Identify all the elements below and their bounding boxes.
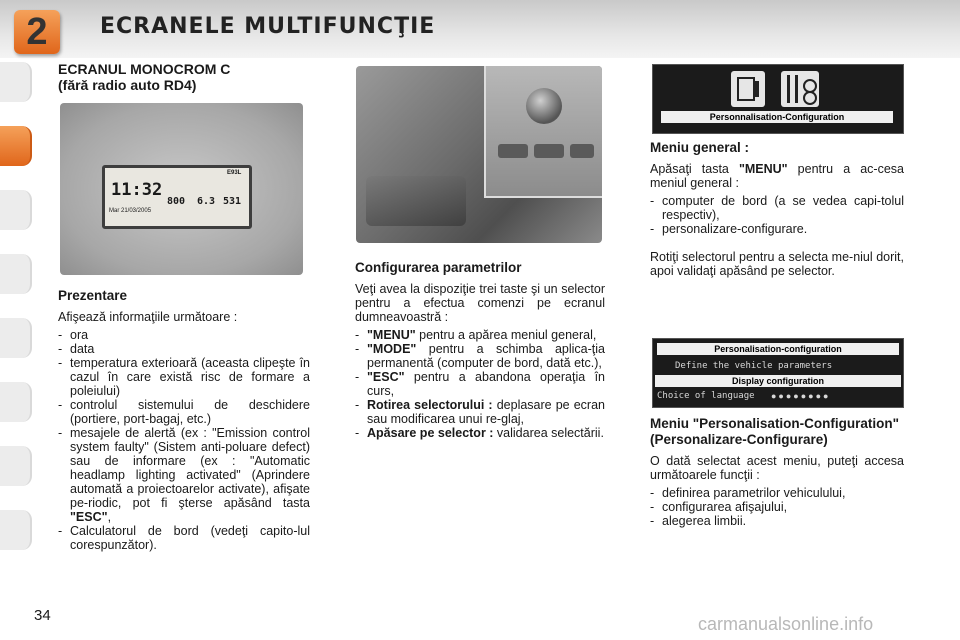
list-item-text: computer de bord (a se vedea capi-tolul respectiv), [662, 194, 904, 222]
screen-date: Mar 21/03/2005 [109, 208, 152, 214]
list-item: - "MENU" pentru a apărea meniul general, [355, 328, 597, 342]
list-item: - data [58, 342, 95, 356]
key-label: "MENU" [367, 328, 416, 342]
list-item: - Apăsare pe selector : validarea selectării. [355, 426, 604, 440]
settings-icon [781, 71, 819, 107]
key-label: "MODE" [367, 342, 417, 356]
title-line: ECRANUL MONOCROM C [58, 61, 231, 77]
screen-reading: 531 [223, 196, 242, 207]
chapter-tabs [0, 62, 32, 582]
menu-option: Choice of language [657, 391, 755, 401]
menu-option: Define the vehicle parameters [675, 361, 833, 371]
zoom-inset [484, 66, 602, 198]
column-configuration [355, 260, 605, 440]
column-personalisation [650, 416, 904, 528]
list-item: - mesajele de alertă (ex : "Emission control system faulty" (Sistem anti-poluare defect) sau de informare (ex : "Automatic headlamp lighting activated" (Aprindere automată a proiectoarelor activate), afişate pe-riodic, pot fi şterse apăsând tasta "ESC", [58, 426, 310, 524]
list-item: - ora [58, 328, 89, 342]
list-item-text: personalizare-configurare. [662, 222, 808, 236]
screen-tag: E93L [227, 170, 242, 176]
list-item-text: deplasare pe ecran sau modificarea unui re-glaj, [367, 398, 605, 426]
section-title-monochrome [58, 61, 310, 93]
menu-key-label: "MENU" [738, 162, 788, 176]
list-item-text: data [70, 342, 95, 356]
monochrome-screen [102, 165, 252, 229]
screen-time: 11:32 [111, 180, 163, 200]
dashboard-display-photo [60, 103, 303, 275]
page-number: 34 [34, 607, 51, 624]
button-icon [570, 144, 594, 158]
list-item-text: pentru a apărea meniul general, [415, 328, 597, 342]
configuration-list [355, 328, 605, 440]
list-item: - configurarea afişajului, [650, 500, 788, 514]
list-item: - Calculatorul de bord (vedeţi capito-lul corespunzător). [58, 524, 310, 552]
personalisation-header: Personalisation-configuration [657, 343, 899, 355]
chapter-tab[interactable] [0, 254, 32, 294]
list-item: - "MODE" pentru a schimba aplica-ţia permanentă (computer de bord, dată etc.), [355, 342, 605, 370]
chapter-tab[interactable] [0, 446, 32, 486]
chapter-tab[interactable] [0, 510, 32, 550]
list-item-suffix: , [107, 510, 112, 524]
key-label: Rotirea selectorului : [367, 398, 493, 412]
list-item: - "ESC" pentru a abandona operaţia în curs, [355, 370, 605, 398]
button-icon [534, 144, 564, 158]
section-title-configuration: Configurarea parametrilor [355, 260, 522, 275]
personalisation-list [650, 486, 904, 528]
list-item-text: controlul sistemului de deschidere (portiere, port-bagaj, etc.) [70, 398, 310, 426]
chapter-tab[interactable] [0, 318, 32, 358]
list-item: - personalizare-configurare. [650, 222, 808, 236]
list-item-text: mesajele de alertă (ex : "Emission control system faulty" (Sistem anti-poluare defect) sau de informare (ex : "Automatic headlamp lighting activated" (Aprindere automată a proiectoarelor activate), afişate pe-riodic, pot fi şterse apăsând tasta [70, 426, 310, 510]
general-menu-list [650, 194, 904, 236]
chapter-tab[interactable] [0, 382, 32, 422]
list-item-text: ora [70, 328, 89, 342]
presentation-intro: Afişează informaţiile următoare : [58, 310, 238, 324]
list-item: - alegerea limbii. [650, 514, 747, 528]
presentation-list [58, 328, 310, 552]
page-header [0, 0, 960, 58]
list-item-text: definirea parametrilor vehiculului, [662, 486, 846, 500]
section-title-personalisation: Meniu "Personalisation-Configuration" (Personalizare-Configurare) [650, 416, 900, 447]
screen-reading: 6.3 [197, 196, 216, 207]
personalisation-intro: O dată selectat acest meniu, puteţi accesa următoarele funcţii : [650, 454, 904, 482]
list-item: - Rotirea selectorului : deplasare pe ecran sau modificarea unui re-glaj, [355, 398, 605, 426]
list-item-text: configurarea afişajului, [662, 500, 788, 514]
list-item-text: Calculatorul de bord (vedeţi capito-lul corespunzător). [70, 524, 310, 552]
intro-text: pentru a ac-cesa meniul general : [650, 162, 904, 190]
column-presentation [58, 288, 310, 552]
general-menu-screen [652, 64, 904, 134]
chapter-badge: 2 [14, 10, 60, 54]
esc-key-label: "ESC" [70, 510, 108, 524]
list-item-text: alegerea limbii. [662, 514, 747, 528]
general-menu-intro [650, 162, 904, 190]
screen-reading: 800 [167, 196, 186, 207]
rotate-selector-text: Rotiţi selectorul pentru a selecta me-niul dorit, apoi validaţi apăsând pe selector. [650, 250, 904, 278]
chapter-tab[interactable] [0, 190, 32, 230]
column-monochrome-screen [58, 61, 310, 93]
console-controls-photo [356, 66, 602, 243]
list-item: - temperatura exterioară (aceasta clipeşte în cazul în care există risc de formare a poleiului) [58, 356, 310, 398]
list-item: - controlul sistemului de deschidere (portiere, port-bagaj, etc.) [58, 398, 310, 426]
key-label: Apăsare pe selector : [367, 426, 494, 440]
list-item-text: validarea selectării. [493, 426, 604, 440]
trip-computer-icon [731, 71, 765, 107]
button-icon [498, 144, 528, 158]
list-item-text: pentru a schimba aplica-ţia permanentă (computer de bord, dată etc.), [367, 342, 605, 370]
configuration-intro: Veţi avea la dispoziţie trei taste şi un selector pentru a efectua comenzi pe ecranul dumneavoastră : [355, 282, 605, 324]
list-item-text: pentru a abandona operaţia în curs, [367, 370, 605, 398]
list-item: - computer de bord (a se vedea capi-tolul respectiv), [650, 194, 904, 222]
language-flags-icon: ●●●●●●●● [771, 391, 831, 401]
title-line: (fără radio auto RD4) [58, 77, 197, 93]
list-item: - definirea parametrilor vehiculului, [650, 486, 846, 500]
key-label: "ESC" [367, 370, 405, 384]
list-item-text: temperatura exterioară (aceasta clipeşte în cazul în care există risc de formare a poleiului) [70, 356, 310, 398]
selected-menu-bar: Personnalisation-Configuration [661, 111, 893, 123]
intro-text: Apăsaţi tasta [650, 162, 739, 176]
section-title-general-menu: Meniu general : [650, 140, 750, 155]
menu-option-selected: Display configuration [655, 375, 901, 387]
personalisation-screen [652, 338, 904, 408]
watermark: carmanualsonline.info [698, 614, 874, 634]
selector-knob-icon [526, 88, 562, 124]
chapter-tab-active[interactable] [0, 126, 32, 166]
column-general-menu [650, 140, 904, 282]
section-title-presentation: Prezentare [58, 288, 128, 303]
chapter-tab[interactable] [0, 62, 32, 102]
page-title: ECRANELE MULTIFUNCŢIE [100, 14, 436, 39]
console-panel [366, 176, 466, 226]
